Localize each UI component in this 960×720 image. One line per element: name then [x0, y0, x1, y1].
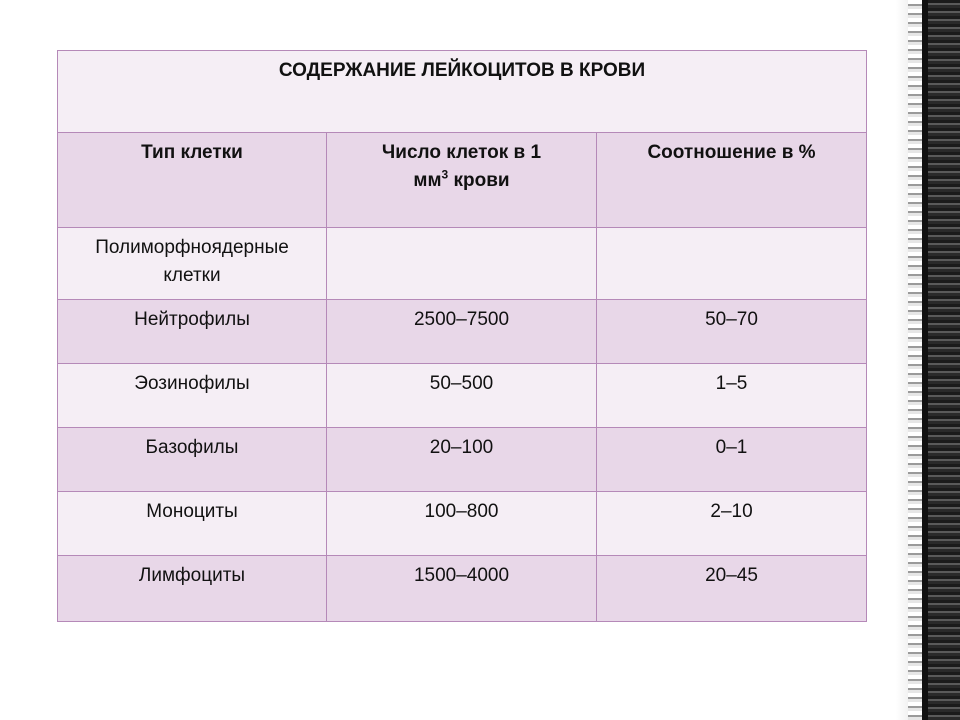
- table-row: [58, 556, 867, 622]
- table-row: [58, 364, 867, 428]
- cell-ratio: [597, 228, 867, 300]
- cell-ratio: 0–1: [597, 428, 867, 492]
- table-row: [58, 228, 867, 300]
- cell-count: 20–100: [327, 428, 597, 492]
- header-cell-count: [327, 133, 597, 228]
- header-cell-type: Тип клетки: [58, 133, 327, 228]
- cell-count: [327, 228, 597, 300]
- table-title-row: [58, 51, 867, 133]
- header-count-sup: 3: [441, 167, 449, 182]
- striped-edge-decoration: [908, 0, 960, 720]
- table-row: [58, 428, 867, 492]
- cell-count: 1500–4000: [327, 556, 597, 622]
- table-row: [58, 492, 867, 556]
- cell-type: Нейтрофилы: [58, 300, 327, 364]
- table-title: СОДЕРЖАНИЕ ЛЕЙКОЦИТОВ В КРОВИ: [58, 51, 867, 133]
- header-count-line1: Число клеток в 1: [381, 142, 542, 163]
- header-count-rest: крови: [448, 170, 510, 191]
- edge-gap-decoration: [896, 0, 908, 720]
- cell-count: 100–800: [327, 492, 597, 556]
- cell-ratio: 2–10: [597, 492, 867, 556]
- cell-type: Лимфоциты: [58, 556, 327, 622]
- cell-type: Эозинофилы: [58, 364, 327, 428]
- table-row: [58, 300, 867, 364]
- table-header-row: [58, 133, 867, 228]
- cell-ratio: 20–45: [597, 556, 867, 622]
- cell-ratio: 50–70: [597, 300, 867, 364]
- cell-count: 50–500: [327, 364, 597, 428]
- cell-type: Моноциты: [58, 492, 327, 556]
- header-cell-ratio: Соотношение в %: [597, 133, 867, 228]
- cell-type: Полиморфноядерные клетки: [58, 228, 327, 300]
- header-count-unit: мм: [413, 170, 442, 191]
- cell-ratio: 1–5: [597, 364, 867, 428]
- cell-count: 2500–7500: [327, 300, 597, 364]
- cell-type: Базофилы: [58, 428, 327, 492]
- leukocyte-table: [57, 50, 867, 622]
